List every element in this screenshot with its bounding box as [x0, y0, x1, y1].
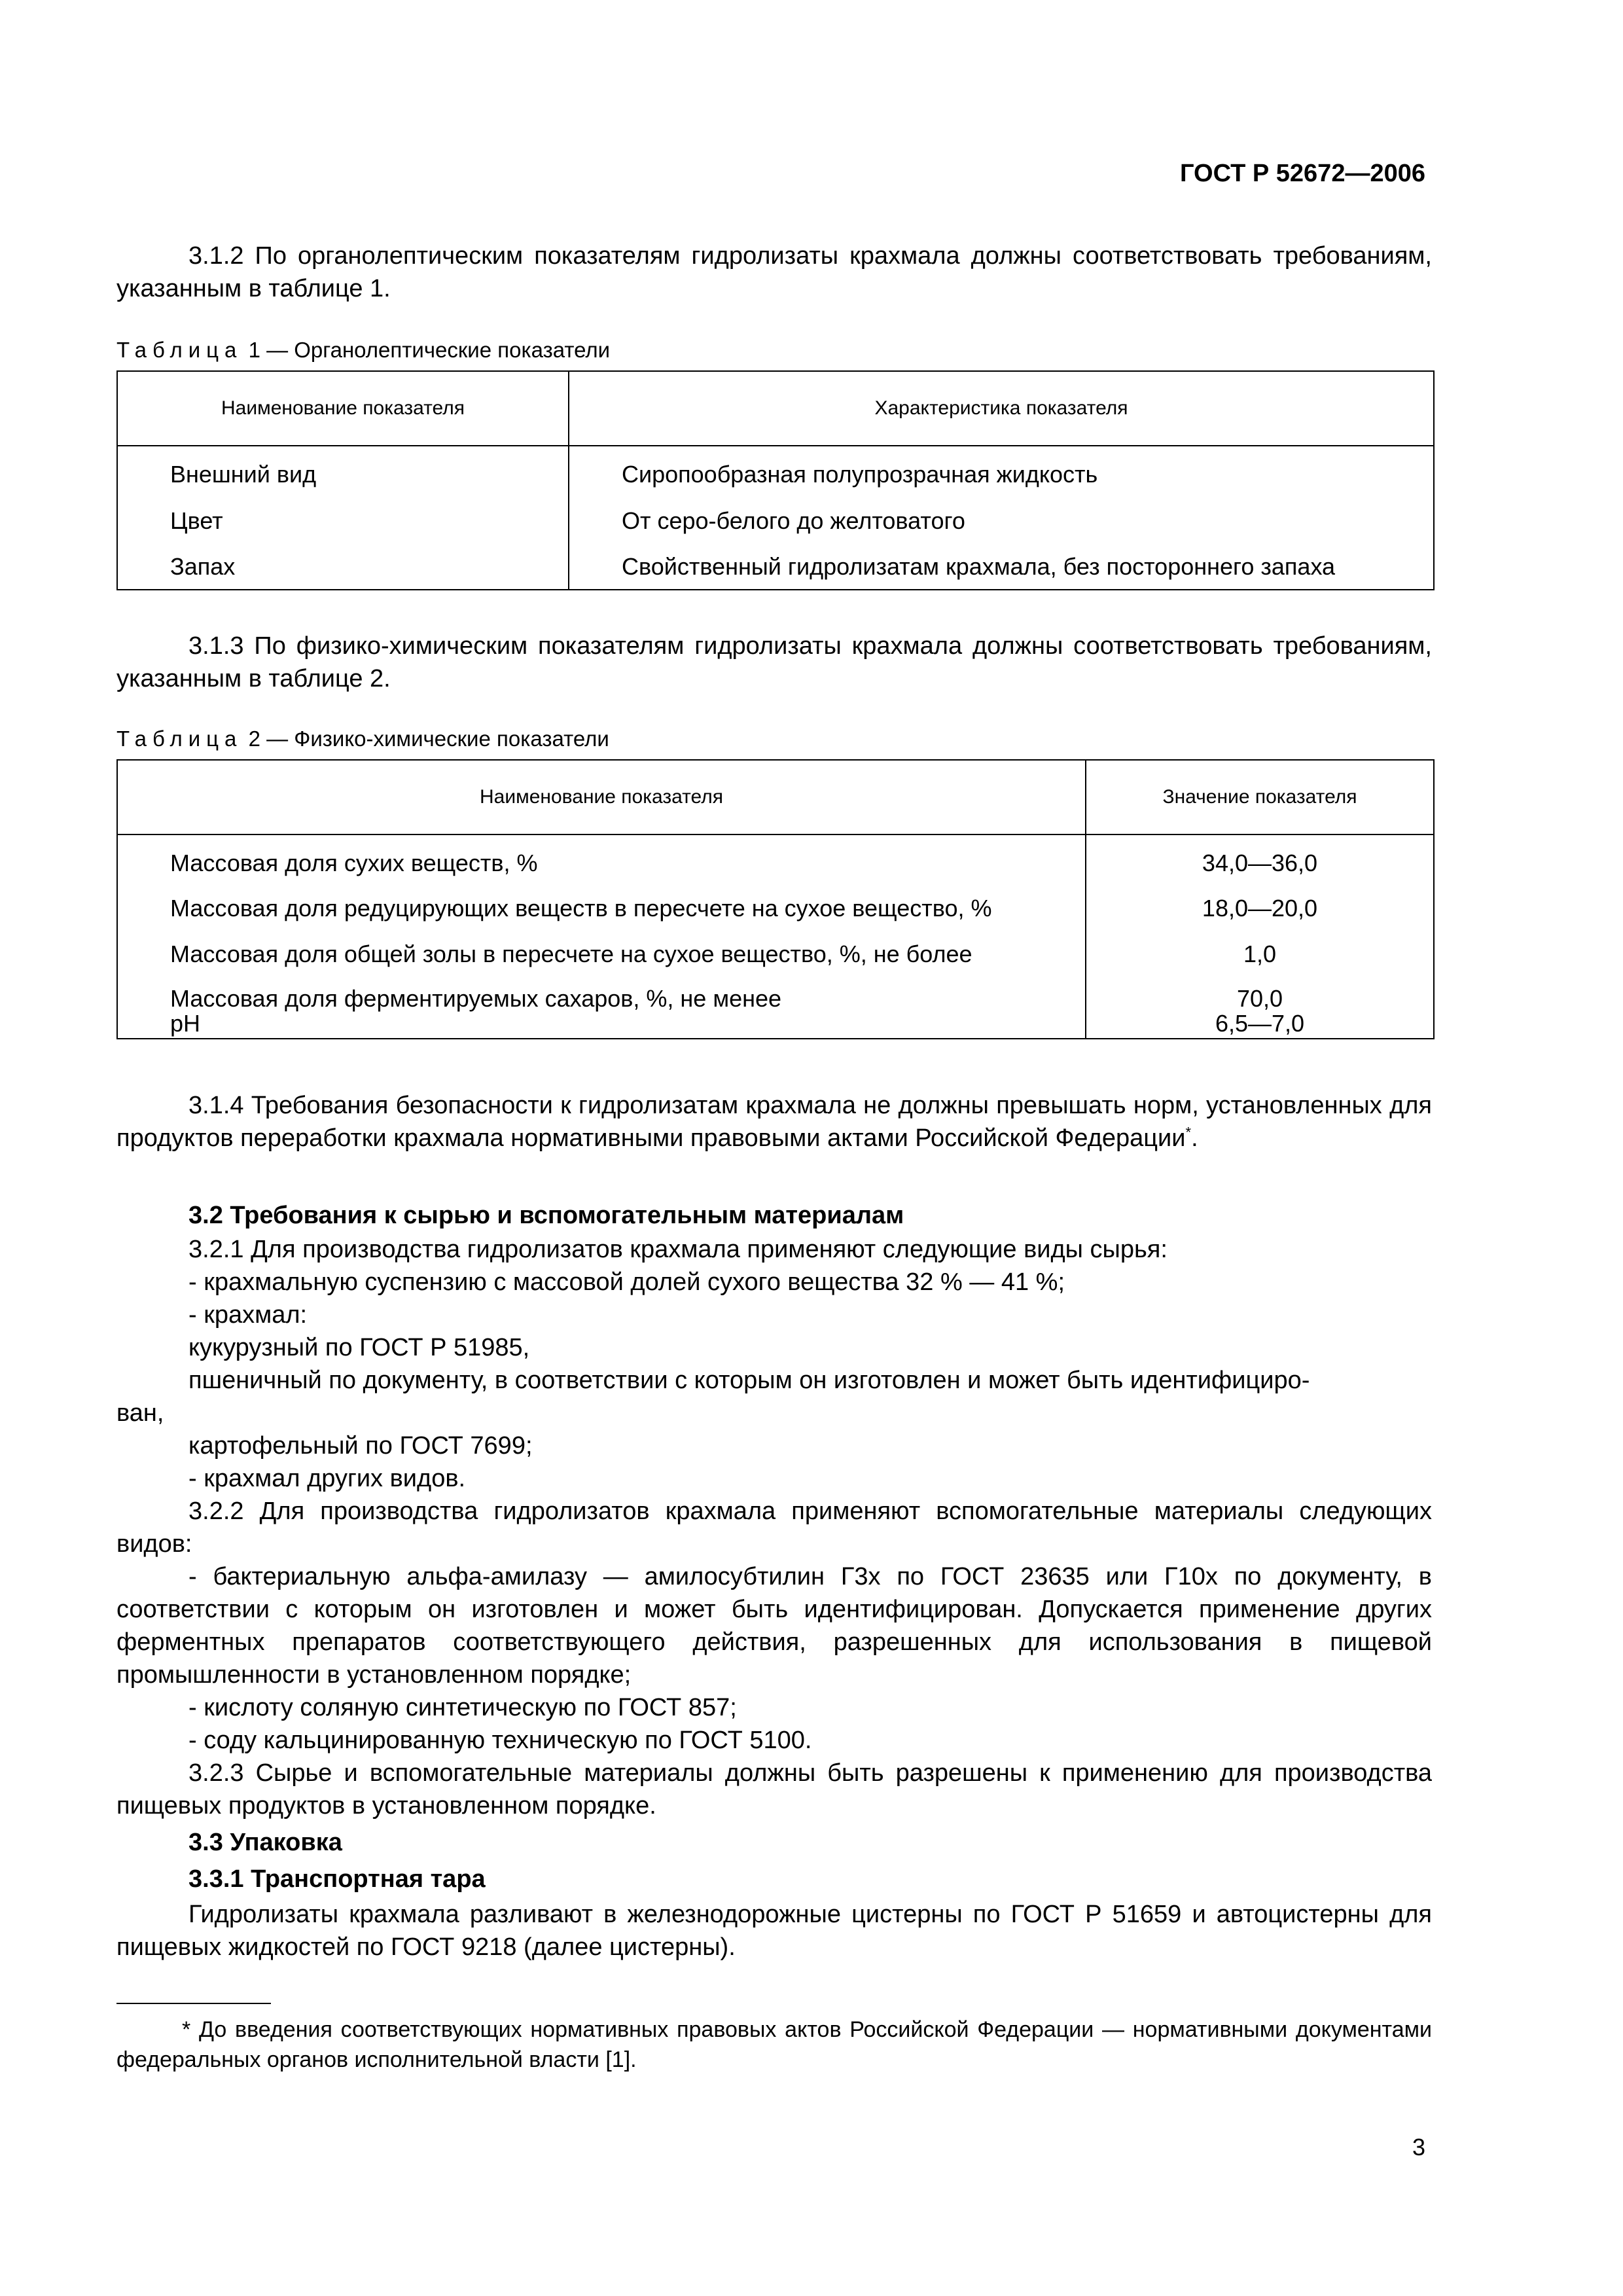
table1-cell-name: Цвет [117, 499, 569, 545]
paragraph-3-1-4 [116, 1089, 1432, 1155]
table1-cell-value: Сиропообразная полупрозрачная жидкость [569, 446, 1434, 499]
table2-cell-name: Массовая доля сухих веществ, % [117, 834, 1086, 887]
paragraph-3-1-4-text: 3.1.4 Требования безопасности к гидролизатам крахмала не должны превышать норм, установленных для продуктов переработки крахмала нормативными правовыми актами Российской Федерации [116, 1092, 1432, 1152]
table1-col-value: Характеристика показателя [569, 371, 1434, 446]
paragraph-3-2-3: 3.2.3 Сырье и вспомогательные материалы должны быть разрешены к применению для производства пищевых продуктов в установленном порядке. [116, 1759, 1432, 1820]
table-organoleptic [116, 370, 1435, 590]
table-row [117, 887, 1434, 933]
table1-cell-name: Запах [117, 545, 569, 590]
list-item: - крахмал других видов. [188, 1465, 466, 1492]
table2-cell-name: Массовая доля редуцирующих веществ в пересчете на сухое вещество, % [117, 887, 1086, 933]
table2-cell-name: Массовая доля общей золы в пересчете на сухое вещество, %, не более [117, 933, 1086, 978]
document-code: ГОСТ Р 52672—2006 [1180, 160, 1425, 187]
page-number: 3 [1412, 2134, 1425, 2161]
table-row [117, 834, 1434, 887]
table1-cell-name: Внешний вид [117, 446, 569, 499]
table2-name-ph: pH [170, 1010, 201, 1037]
table2-caption [116, 726, 609, 751]
heading-3-3: 3.3 Упаковка [188, 1829, 342, 1856]
list-item: - соду кальцинированную техническую по ГОСТ 5100. [188, 1727, 812, 1754]
list-item-continuation: ван, [116, 1399, 164, 1427]
table2-cell-value: 18,0—20,0 [1086, 887, 1434, 933]
table-row [117, 978, 1434, 1039]
table2-header-row [117, 760, 1434, 834]
paragraph-3-2-2-item: - бактериальную альфа-амилазу — амилосубтилин Г3х по ГОСТ 23635 или Г10х по документу, в соответствии с которым он изготовлен и может быть идентифицирован. Допускается применение других ферментных препаратов соответствующего действия, разрешенных для использования в пищевой промышленности в установленном порядке; [116, 1563, 1432, 1689]
footnote: * До введения соответствующих нормативных правовых актов Российской Федерации — нормативными документами федеральных органов исполнительной власти [1]. [116, 2017, 1432, 2072]
table1-caption [116, 338, 610, 363]
table-row [117, 933, 1434, 978]
paragraph-3-1-2: 3.1.2 По органолептическим показателям гидролизаты крахмала должны соответствовать требованиям, указанным в таблице 1. [116, 242, 1432, 302]
table2-cell-value [1086, 978, 1434, 1039]
list-item: кукурузный по ГОСТ Р 51985, [188, 1334, 530, 1361]
paragraph-3-3-1: Гидролизаты крахмала разливают в железнодорожные цистерны по ГОСТ Р 51659 и автоцистерны для пищевых жидкостей по ГОСТ 9218 (далее цистерны). [116, 1901, 1432, 1961]
table2-col-value: Значение показателя [1086, 760, 1434, 834]
list-item: картофельный по ГОСТ 7699; [188, 1432, 533, 1460]
footnote-separator [116, 2003, 271, 2004]
table-row [117, 446, 1434, 499]
table2-cell-value: 1,0 [1086, 933, 1434, 978]
paragraph-3-1-3: 3.1.3 По физико-химическим показателям гидролизаты крахмала должны соответствовать требованиям, указанным в таблице 2. [116, 632, 1432, 692]
heading-3-3-1: 3.3.1 Транспортная тара [188, 1865, 486, 1893]
table-physicochemical [116, 759, 1435, 1039]
list-item: - крахмал: [188, 1301, 308, 1329]
table1-cell-value: Свойственный гидролизатам крахмала, без постороннего запаха [569, 545, 1434, 590]
table2-cell-value: 34,0—36,0 [1086, 834, 1434, 887]
paragraph-3-2-2: 3.2.2 Для производства гидролизатов крахмала применяют вспомогательные материалы следующих видов: [116, 1498, 1432, 1558]
paragraph-3-1-4-end: . [1191, 1124, 1198, 1152]
paragraph-3-2-1: 3.2.1 Для производства гидролизатов крахмала применяют следующие виды сырья: [188, 1236, 1168, 1263]
table2-caption-word: Таблица [116, 726, 243, 751]
list-item: - кислоту соляную синтетическую по ГОСТ 857; [188, 1694, 737, 1721]
table1-cell-value: От серо-белого до желтоватого [569, 499, 1434, 545]
list-item: пшеничный по документу, в соответствии с которым он изготовлен и может быть идентифициро- [188, 1367, 1310, 1394]
table1-caption-word: Таблица [116, 338, 243, 362]
table2-value-sugars: 70,0 [1236, 985, 1283, 1012]
table2-cell-name [117, 978, 1086, 1039]
heading-3-2: 3.2 Требования к сырью и вспомогательным материалам [188, 1202, 904, 1229]
table-row [117, 499, 1434, 545]
list-item: - крахмальную суспензию с массовой долей сухого вещества 32 % — 41 %; [188, 1268, 1065, 1296]
table2-col-name: Наименование показателя [117, 760, 1086, 834]
table-row [117, 545, 1434, 590]
table2-value-ph: 6,5—7,0 [1215, 1010, 1305, 1037]
table2-caption-title: 2 — Физико-химические показатели [248, 726, 609, 751]
table1-caption-title: 1 — Органолептические показатели [248, 338, 611, 362]
table1-col-name: Наименование показателя [117, 371, 569, 446]
table1-header-row [117, 371, 1434, 446]
footnote-mark: * [1185, 1124, 1192, 1141]
table2-name-sugars: Массовая доля ферментируемых сахаров, %, не менее [170, 985, 782, 1012]
